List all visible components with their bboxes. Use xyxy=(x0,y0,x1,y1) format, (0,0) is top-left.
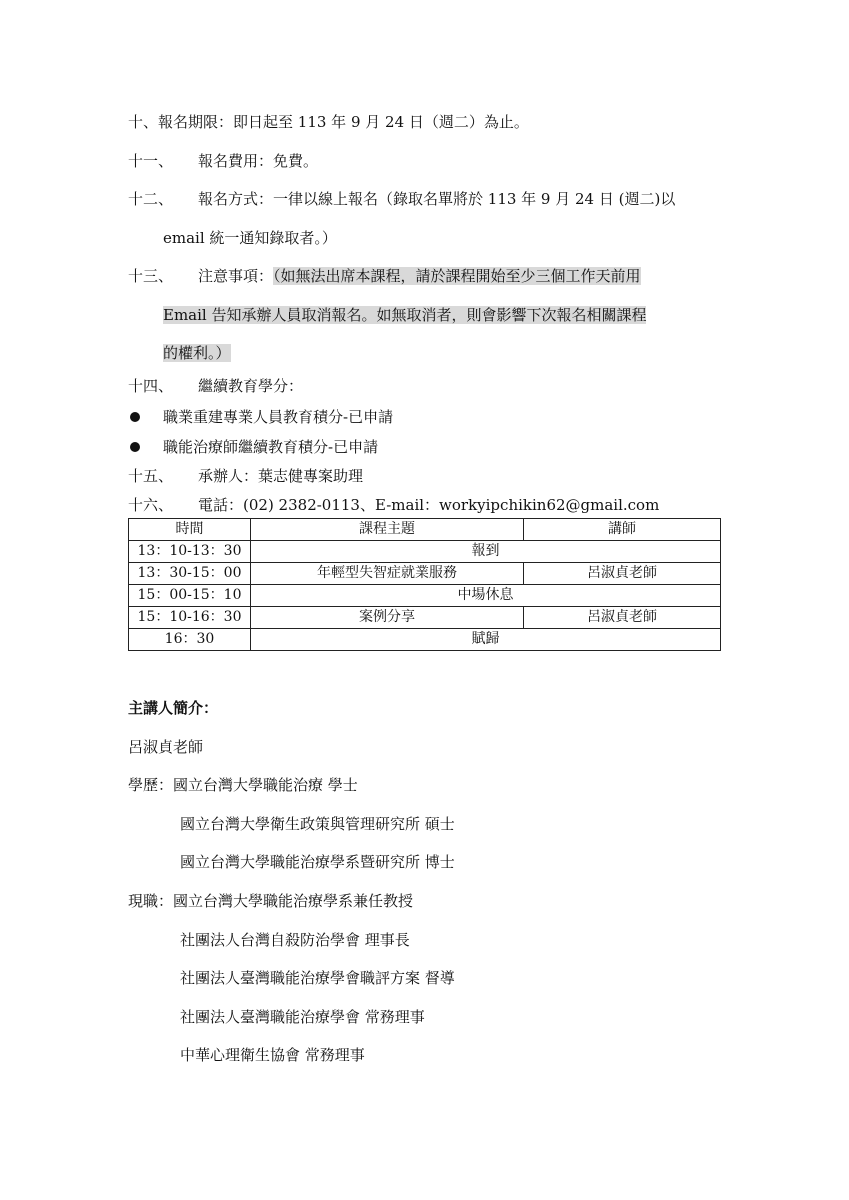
table-row xyxy=(129,607,721,629)
education-item: 國立台灣大學職能治療學系暨研究所 博士 xyxy=(180,853,455,871)
header-speaker: 講師 xyxy=(524,519,721,541)
section-13-line-1 xyxy=(128,266,641,286)
row-topic: 報到 xyxy=(251,541,721,563)
table-row xyxy=(129,629,721,651)
current-item: 社團法人臺灣職能治療學會職評方案 督導 xyxy=(180,969,455,987)
table-row xyxy=(129,541,721,563)
section-11-number: 十一、 xyxy=(128,152,174,170)
credit-item-2: 職能治療師繼續教育積分-已申請 xyxy=(163,438,379,456)
section-12-line-2: email 統一通知錄取者。） xyxy=(163,229,337,247)
row-topic: 年輕型失智症就業服務 xyxy=(251,563,524,585)
section-12-line-1 xyxy=(128,189,675,209)
bullet-icon xyxy=(130,412,140,422)
current-line-1 xyxy=(128,891,413,911)
schedule-table xyxy=(128,518,721,651)
current-item: 社團法人臺灣職能治療學會 常務理事 xyxy=(180,1008,425,1026)
row-time: 15：10-16：30 xyxy=(129,607,251,629)
speaker-heading: 主講人簡介： xyxy=(128,699,219,717)
section-15 xyxy=(128,466,363,486)
row-topic: 案例分享 xyxy=(251,607,524,629)
row-speaker: 呂淑貞老師 xyxy=(524,607,721,629)
table-row xyxy=(129,585,721,607)
current-item: 中華心理衛生協會 常務理事 xyxy=(180,1046,365,1064)
section-13-number: 十三、 xyxy=(128,267,174,285)
row-topic: 中場休息 xyxy=(251,585,721,607)
section-13-highlight-3: 的權利。） xyxy=(163,344,231,362)
table-row xyxy=(129,563,721,585)
header-topic: 課程主題 xyxy=(251,519,524,541)
education-label: 學歷： xyxy=(128,776,174,794)
section-13-line-2 xyxy=(163,305,646,325)
section-11 xyxy=(128,151,318,171)
speaker-name: 呂淑貞老師 xyxy=(128,738,204,756)
row-topic: 賦歸 xyxy=(251,629,721,651)
section-11-text: 報名費用：免費。 xyxy=(198,152,319,170)
section-10-number: 十、 xyxy=(128,113,159,131)
education-item: 國立台灣大學衛生政策與管理研究所 碩士 xyxy=(180,815,455,833)
current-item: 社團法人台灣自殺防治學會 理事長 xyxy=(180,931,410,949)
row-time: 13：10-13：30 xyxy=(129,541,251,563)
header-time: 時間 xyxy=(129,519,251,541)
section-13-label: 注意事項： xyxy=(198,267,274,285)
row-speaker: 呂淑貞老師 xyxy=(524,563,721,585)
current-item: 國立台灣大學職能治療學系兼任教授 xyxy=(173,892,414,910)
section-16-text: 電話：(02) 2382-0113、E-mail：workyipchikin62@gmail.com xyxy=(198,496,660,514)
section-14-number: 十四、 xyxy=(128,377,174,395)
section-10 xyxy=(128,112,529,132)
section-10-text: 報名期限：即日起至 113 年 9 月 24 日（週二）為止。 xyxy=(158,113,529,131)
credit-item-1: 職業重建專業人員教育積分-已申請 xyxy=(163,408,394,426)
section-15-number: 十五、 xyxy=(128,467,174,485)
section-16 xyxy=(128,495,659,515)
current-label: 現職： xyxy=(128,892,174,910)
section-13-highlight-2: Email 告知承辦人員取消報名。如無取消者，則會影響下次報名相關課程 xyxy=(163,306,647,324)
section-12-text: 報名方式：一律以線上報名（錄取名單將於 113 年 9 月 24 日 (週二)以 xyxy=(198,190,676,208)
row-time: 16：30 xyxy=(129,629,251,651)
section-13-highlight-1: （如無法出席本課程，請於課程開始至少三個工作天前用 xyxy=(273,267,641,285)
section-13-line-3 xyxy=(163,343,231,363)
section-14 xyxy=(128,376,303,396)
section-12-number: 十二、 xyxy=(128,190,174,208)
row-time: 13：30-15：00 xyxy=(129,563,251,585)
section-15-text: 承辦人：葉志健專案助理 xyxy=(198,467,364,485)
section-16-number: 十六、 xyxy=(128,496,174,514)
education-item: 國立台灣大學職能治療 學士 xyxy=(173,776,358,794)
table-header-row xyxy=(129,519,721,541)
section-14-text: 繼續教育學分： xyxy=(198,377,304,395)
education-line-1 xyxy=(128,775,358,795)
bullet-icon xyxy=(130,442,140,452)
row-time: 15：00-15：10 xyxy=(129,585,251,607)
